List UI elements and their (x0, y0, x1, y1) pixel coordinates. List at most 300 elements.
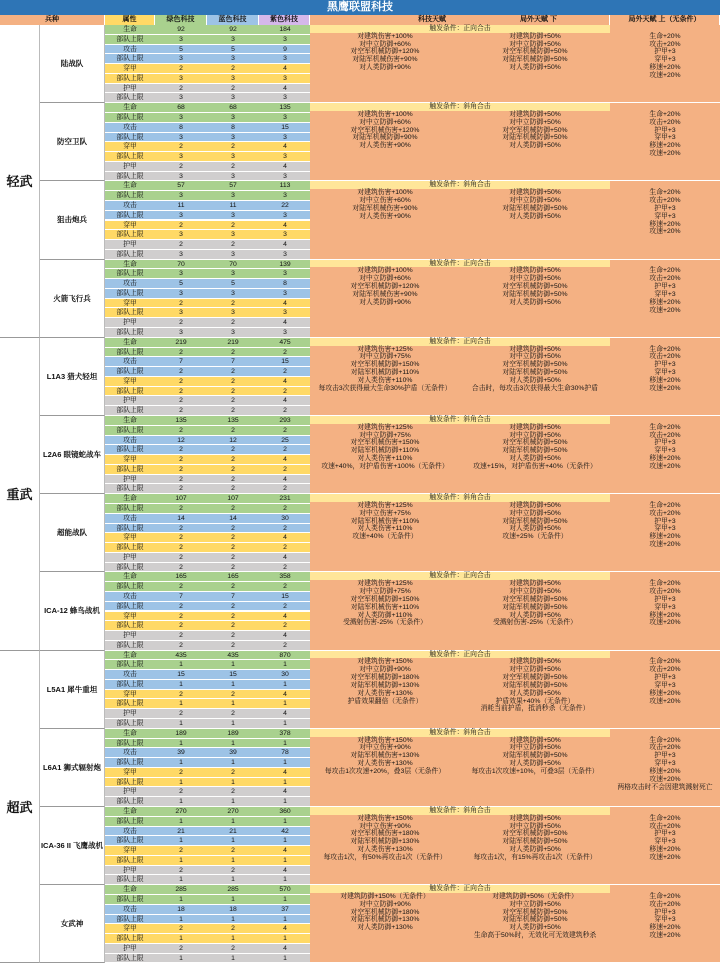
battle-up-line: 护甲+3 (654, 204, 676, 212)
attr-value: 15 (281, 358, 289, 366)
attr-value: 2 (179, 446, 183, 454)
attr-value: 2 (179, 143, 183, 151)
attr-label: 部队上限 (116, 817, 144, 825)
battle-up-line: 穿甲+3 (654, 447, 676, 455)
attr-value: 15 (229, 671, 237, 679)
battle-talent-line: 对建筑防御+50% (509, 111, 561, 119)
attr-value: 3 (231, 153, 235, 161)
battle-talent-line: 对陆军机械防御+50% (502, 681, 568, 689)
attr-value: 25 (281, 436, 289, 444)
attr-value: 1 (179, 778, 183, 786)
attr-value: 42 (281, 827, 289, 835)
attr-value: 3 (283, 309, 287, 317)
attr-value: 5 (231, 280, 235, 288)
tech-talent-line: 对人类伤害+90% (359, 212, 411, 220)
header-tech (310, 15, 610, 25)
attr-label: 穿甲 (123, 925, 137, 933)
attr-label: 护甲 (123, 397, 137, 405)
attr-value: 1 (231, 680, 235, 688)
attr-value: 4 (283, 143, 287, 151)
attr-label: 部队上限 (116, 133, 144, 141)
attr-value: 3 (231, 133, 235, 141)
attr-value: 3 (283, 289, 287, 297)
attr-value: 70 (229, 260, 237, 268)
attr-value: 3 (283, 172, 287, 180)
attr-value: 3 (283, 231, 287, 239)
attr-label: 部队上限 (116, 113, 144, 121)
attr-value: 4 (283, 944, 287, 952)
tech-talent-line: 对人类伤害+130% (357, 689, 413, 697)
group-label: 轻武 (0, 25, 40, 338)
attr-value: 3 (179, 231, 183, 239)
trigger-text: 触发条件：正向合击 (429, 259, 491, 267)
attr-label: 护甲 (123, 162, 137, 170)
attr-value: 1 (231, 700, 235, 708)
tech-talent-line: 对建筑伤害+150% (357, 814, 413, 822)
attr-value: 2 (179, 544, 183, 552)
attr-value: 1 (179, 739, 183, 747)
attr-value: 2 (231, 583, 235, 591)
attr-label: 攻击 (123, 905, 137, 913)
battle-talent-line: 对空军机械防御+50% (502, 48, 568, 56)
attr-value: 2 (179, 944, 183, 952)
attr-value: 3 (283, 270, 287, 278)
attr-label: 穿甲 (123, 612, 137, 620)
attr-label: 生命 (123, 260, 137, 268)
attr-value: 3 (231, 94, 235, 102)
attr-label: 部队上限 (116, 74, 144, 82)
attr-label: 穿甲 (123, 768, 137, 776)
attr-value: 5 (179, 45, 183, 53)
attr-value: 1 (179, 720, 183, 728)
tech-talent-line: 对人类防御+90% (359, 64, 411, 72)
attr-value: 3 (231, 270, 235, 278)
attr-value: 231 (279, 495, 291, 503)
battle-up-line: 移速+20% (649, 455, 681, 463)
attr-value: 3 (231, 172, 235, 180)
attr-label: 攻击 (123, 358, 137, 366)
attr-value: 1 (231, 739, 235, 747)
attr-value: 3 (179, 192, 183, 200)
attr-value: 2 (283, 583, 287, 591)
attr-value: 3 (179, 113, 183, 121)
attr-value: 2 (231, 847, 235, 855)
battle-up-line: 两格攻击时不会因建筑溅射死亡 (617, 783, 713, 791)
attr-value: 2 (231, 241, 235, 249)
attr-value: 78 (281, 749, 289, 757)
attr-label: 护甲 (123, 84, 137, 92)
attr-value: 1 (179, 817, 183, 825)
attr-label: 部队上限 (116, 465, 144, 473)
battle-talent-line: 对空军机械防御+50% (502, 908, 568, 916)
attr-value: 3 (231, 289, 235, 297)
attr-value: 2 (283, 348, 287, 356)
tech-talent-line: 对中立防御+60% (359, 275, 411, 283)
attr-value: 15 (177, 671, 185, 679)
battle-up-line: 移速+20% (649, 767, 681, 775)
attr-label: 部队上限 (116, 368, 144, 376)
attr-value: 1 (231, 856, 235, 864)
battle-talent-line: 对建筑防御+50% (509, 658, 561, 666)
battle-talent-line: 对中立防御+50% (509, 431, 561, 439)
attr-value: 2 (231, 944, 235, 952)
battle-up-line: 攻速+20% (649, 775, 681, 783)
battle-talent-line: 对人类防御+50% (509, 142, 561, 150)
unit-name: ICA-12 蜂鸟战机 (40, 572, 105, 650)
attr-value: 2 (179, 387, 183, 395)
attr-value: 2 (231, 534, 235, 542)
tech-talent-line: 对陆军机械防御+130% (350, 916, 420, 924)
attr-value: 2 (231, 377, 235, 385)
attr-value: 2 (179, 641, 183, 649)
attr-value: 2 (179, 504, 183, 512)
attr-value: 3 (179, 153, 183, 161)
battle-up-line: 攻击+20% (649, 900, 681, 908)
attr-value: 7 (179, 358, 183, 366)
attr-value: 435 (227, 651, 239, 659)
battle-talent-line: 对人类防御+50% (509, 846, 561, 854)
attr-value: 165 (175, 573, 187, 581)
attr-value: 2 (231, 221, 235, 229)
attr-value: 4 (283, 768, 287, 776)
attr-value: 358 (279, 573, 291, 581)
battle-up-line: 攻击+20% (649, 431, 681, 439)
attr-label: 部队上限 (116, 856, 144, 864)
battle-talent-line: 对中立防御+50% (509, 666, 561, 674)
attr-value: 2 (231, 563, 235, 571)
attr-value: 1 (283, 680, 287, 688)
attr-value: 135 (279, 104, 291, 112)
attr-label: 部队上限 (116, 544, 144, 552)
attr-value: 2 (179, 563, 183, 571)
attr-value: 7 (179, 592, 183, 600)
attr-value: 3 (179, 35, 183, 43)
attr-value: 2 (283, 446, 287, 454)
attr-label: 护甲 (123, 241, 137, 249)
battle-talent-line: 对中立防御+50% (509, 509, 561, 517)
attr-value: 1 (179, 856, 183, 864)
battle-up-line: 穿甲+3 (654, 290, 676, 298)
trigger-text: 触发条件：正向合击 (429, 885, 491, 893)
attr-value: 3 (231, 113, 235, 121)
attr-value: 1 (231, 935, 235, 943)
attr-value: 30 (281, 514, 289, 522)
battle-talent-line: 对陆军机械防御+50% (502, 369, 568, 377)
battle-up-line: 攻速+20% (649, 697, 681, 705)
attr-value: 1 (179, 876, 183, 884)
attr-label: 部队上限 (116, 700, 144, 708)
attr-value: 1 (179, 935, 183, 943)
attr-value: 2 (179, 84, 183, 92)
attr-value: 21 (229, 827, 237, 835)
battle-up-line: 护甲+3 (654, 830, 676, 838)
tech-talent-line: 对建筑伤害+125% (357, 423, 413, 431)
attr-value: 2 (231, 485, 235, 493)
battle-talent-line: 对人类防御+50% (509, 455, 561, 463)
battle-talent-line: 对陆军机械防御+50% (502, 603, 568, 611)
attr-value: 3 (179, 55, 183, 63)
battle-talent-line: 生命高于50%时，无效化可无效建筑秒杀 (473, 932, 597, 940)
attr-label: 攻击 (123, 592, 137, 600)
attr-value: 2 (179, 866, 183, 874)
attr-value: 12 (177, 436, 185, 444)
attr-value: 3 (283, 55, 287, 63)
battle-talent-line: 对建筑防御+50% (509, 345, 561, 353)
battle-talent-line: 每攻击1次，有15%再攻击1次（无条件） (473, 853, 597, 861)
attr-label: 攻击 (123, 123, 137, 131)
attr-value: 1 (283, 837, 287, 845)
attr-value: 1 (283, 817, 287, 825)
tech-talent-line: 攻速+40%（无条件） (352, 533, 418, 541)
attr-value: 2 (231, 319, 235, 327)
attr-label: 部队上限 (116, 485, 144, 493)
battle-talent-line: 对建筑防御+50% (509, 32, 561, 40)
battle-talent-line: 对建筑防御+50% (509, 267, 561, 275)
attr-value: 37 (281, 905, 289, 913)
attr-value: 2 (179, 602, 183, 610)
attr-label: 生命 (123, 886, 137, 894)
group-label: 重武 (0, 338, 40, 651)
attr-value: 2 (179, 788, 183, 796)
attr-value: 2 (283, 544, 287, 552)
attr-label: 攻击 (123, 201, 137, 209)
attr-value: 9 (283, 45, 287, 53)
attr-label: 穿甲 (123, 534, 137, 542)
battle-up-line: 攻击+20% (649, 588, 681, 596)
attr-value: 219 (175, 338, 187, 346)
attr-value: 4 (283, 475, 287, 483)
battle-talent-line: 对陆军机械防御+50% (502, 134, 568, 142)
tech-talent-line: 对建筑伤害+125% (357, 502, 413, 510)
attr-label: 部队上限 (116, 192, 144, 200)
attr-label: 部队上限 (116, 739, 144, 747)
battle-talent-line: 对陆军机械防御+50% (502, 447, 568, 455)
attr-value: 570 (279, 886, 291, 894)
attr-value: 3 (179, 211, 183, 219)
header-blue: 蓝色科技 (207, 15, 259, 25)
battle-up-line: 攻击+20% (649, 197, 681, 205)
attr-value: 1 (231, 661, 235, 669)
battle-talent-line: 对陆军机械防御+50% (502, 916, 568, 924)
attr-value: 12 (229, 436, 237, 444)
battle-up-line: 生命+20% (649, 267, 681, 275)
trigger-text: 触发条件：正向合击 (429, 25, 491, 32)
attr-value: 435 (175, 651, 187, 659)
battle-talent-line: 攻速+25%（无条件） (502, 533, 568, 541)
battle-up-line: 攻击+20% (649, 744, 681, 752)
battle-up-line: 穿甲+3 (654, 760, 676, 768)
attr-value: 2 (179, 524, 183, 532)
attr-value: 3 (179, 94, 183, 102)
attr-value: 2 (231, 710, 235, 718)
tech-talent-line: 对空军机械伤害+120% (350, 126, 420, 134)
unit-name: L6A1 狮式辐射炮 (40, 729, 105, 807)
battle-up-line: 攻速+20% (649, 932, 681, 940)
battle-up-line: 攻击+20% (649, 822, 681, 830)
attr-label: 部队上限 (116, 876, 144, 884)
attr-value: 5 (179, 280, 183, 288)
attr-value: 2 (283, 368, 287, 376)
attr-value: 3 (231, 74, 235, 82)
tech-talent-line: 对中立伤害+90% (359, 822, 411, 830)
tech-talent-line: 对中立防御+90% (359, 900, 411, 908)
battle-talent-line: 对陆军机械防御+50% (502, 56, 568, 64)
attr-label: 护甲 (123, 319, 137, 327)
attr-value: 2 (179, 622, 183, 630)
attr-value: 3 (179, 74, 183, 82)
battle-up-line: 护甲+3 (654, 361, 676, 369)
attr-label: 生命 (123, 104, 137, 112)
attr-value: 1 (283, 778, 287, 786)
attr-value: 1 (231, 759, 235, 767)
header-tech-label: 科技天赋 (418, 16, 446, 23)
attr-value: 2 (231, 866, 235, 874)
tech-talent-line: 对陆军机械伤害+110% (350, 517, 420, 525)
attr-value: 293 (279, 417, 291, 424)
attr-value: 4 (283, 299, 287, 307)
attr-value: 2 (231, 641, 235, 649)
attr-value: 4 (283, 690, 287, 698)
battle-up-line: 生命+20% (649, 345, 681, 353)
battle-up-line: 护甲+3 (654, 908, 676, 916)
battle-talent-line: 对空军机械防御+50% (502, 830, 568, 838)
battle-talent-line: 对空军机械防御+50% (502, 595, 568, 603)
attr-label: 部队上限 (116, 680, 144, 688)
battle-talent-line: 对人类防御+50% (509, 64, 561, 72)
battle-talent-line: 对陆军机械防御+50% (502, 752, 568, 760)
attr-value: 189 (227, 729, 239, 737)
trigger-text: 触发条件：斜角合击 (429, 494, 491, 502)
battle-talent-line: 对人类防御+50% (509, 689, 561, 697)
attr-label: 部队上限 (116, 309, 144, 317)
tech-talent-line: 对空军机械伤害+150% (350, 439, 420, 447)
attr-label: 护甲 (123, 866, 137, 874)
attr-label: 部队上限 (116, 55, 144, 63)
battle-up-line: 攻速+20% (649, 462, 681, 470)
attr-value: 270 (175, 808, 187, 815)
battle-up-line: 移速+20% (649, 611, 681, 619)
attr-label: 穿甲 (123, 143, 137, 151)
attr-value: 4 (283, 788, 287, 796)
attr-value: 1 (231, 876, 235, 884)
attr-value: 2 (179, 612, 183, 620)
attr-value: 1 (283, 720, 287, 728)
attr-value: 2 (231, 475, 235, 483)
attr-value: 3 (231, 250, 235, 258)
battle-up-line: 护甲+3 (654, 752, 676, 760)
battle-talent-line: 对中立防御+50% (509, 197, 561, 205)
battle-up-line: 生命+20% (649, 32, 681, 40)
battle-up-line: 护甲+3 (654, 439, 676, 447)
attr-value: 285 (175, 886, 187, 894)
tech-talent-line: 对陆军机械防御+90% (352, 134, 418, 142)
battle-up-line: 生命+20% (649, 736, 681, 744)
battle-talent-line: 对空军机械防御+50% (502, 126, 568, 134)
attr-value: 21 (177, 827, 185, 835)
battle-up-line: 穿甲+3 (654, 369, 676, 377)
tech-talent-line: 对陆军机械伤害+130% (350, 752, 420, 760)
tech-talent-line: 对中立防御+75% (359, 588, 411, 596)
attr-label: 生命 (123, 651, 137, 659)
attr-label: 部队上限 (116, 504, 144, 512)
attr-value: 2 (231, 407, 235, 415)
attr-label: 穿甲 (123, 847, 137, 855)
attr-label: 攻击 (123, 671, 137, 679)
tech-talent-line: 对中立伤害+60% (359, 197, 411, 205)
header-purple: 紫色科技 (259, 15, 310, 25)
attr-value: 3 (231, 35, 235, 43)
attr-value: 4 (283, 632, 287, 640)
attr-value: 4 (283, 162, 287, 170)
attr-label: 部队上限 (116, 172, 144, 180)
battle-up-line: 穿甲+3 (654, 838, 676, 846)
attr-value: 4 (283, 319, 287, 327)
battle-up-line: 攻速+20% (649, 384, 681, 392)
attr-value: 4 (283, 241, 287, 249)
attr-value: 3 (179, 289, 183, 297)
attr-value: 135 (175, 417, 187, 424)
battle-up-line: 移速+20% (649, 924, 681, 932)
tech-talent-line: 对空军机械防御+180% (350, 674, 420, 682)
attr-label: 部队上限 (116, 778, 144, 786)
attr-value: 2 (179, 847, 183, 855)
attr-value: 14 (229, 514, 237, 522)
battle-talent-line: 对中立防御+50% (509, 588, 561, 596)
attr-value: 68 (177, 104, 185, 112)
attr-value: 18 (177, 905, 185, 913)
header-kind: 兵种 (0, 15, 105, 25)
attr-label: 部队上限 (116, 270, 144, 278)
battle-talent-line: 对空军机械防御+50% (502, 674, 568, 682)
attr-label: 生命 (123, 495, 137, 503)
attr-label: 部队上限 (116, 935, 144, 943)
attr-label: 穿甲 (123, 65, 137, 73)
attr-value: 2 (179, 553, 183, 561)
attr-label: 部队上限 (116, 954, 144, 962)
attr-value: 2 (179, 475, 183, 483)
tech-talent-line: 对中立伤害+75% (359, 509, 411, 517)
tech-talent-line: 对陆军机械防御+130% (350, 838, 420, 846)
attr-label: 部队上限 (116, 837, 144, 845)
battle-up-line: 攻速+20% (649, 228, 681, 236)
tech-talent-line: 对人类伤害+130% (357, 760, 413, 768)
attr-value: 2 (179, 534, 183, 542)
battle-talent-line: 对陆军机械防御+50% (502, 290, 568, 298)
attr-value: 2 (179, 407, 183, 415)
attr-value: 3 (283, 211, 287, 219)
unit-name: ICA-36 II 飞鹰战机 (40, 807, 105, 885)
attr-value: 2 (179, 632, 183, 640)
attr-value: 3 (283, 250, 287, 258)
tech-talent-line: 对中立伤害+90% (359, 744, 411, 752)
battle-up-line: 攻速+20% (649, 306, 681, 314)
attr-value: 3 (283, 35, 287, 43)
battle-talent-line: 对陆军机械防御+50% (502, 204, 568, 212)
attr-value: 39 (229, 749, 237, 757)
attr-value: 11 (177, 201, 185, 209)
attr-value: 2 (283, 465, 287, 473)
attr-value: 2 (179, 426, 183, 434)
battle-talent-line: 对陆军机械防御+50% (502, 517, 568, 525)
tech-talent-line: 每攻击3次获得最大生命30%护盾（无条件） (318, 384, 452, 392)
tech-talent-line: 受溅射伤害-25%（无条件） (343, 619, 427, 627)
attr-value: 11 (229, 201, 237, 209)
tech-talent-line: 对人类伤害+110% (357, 455, 413, 463)
attr-value: 14 (177, 514, 185, 522)
attr-label: 攻击 (123, 514, 137, 522)
attr-value: 4 (283, 534, 287, 542)
attr-value: 3 (231, 309, 235, 317)
